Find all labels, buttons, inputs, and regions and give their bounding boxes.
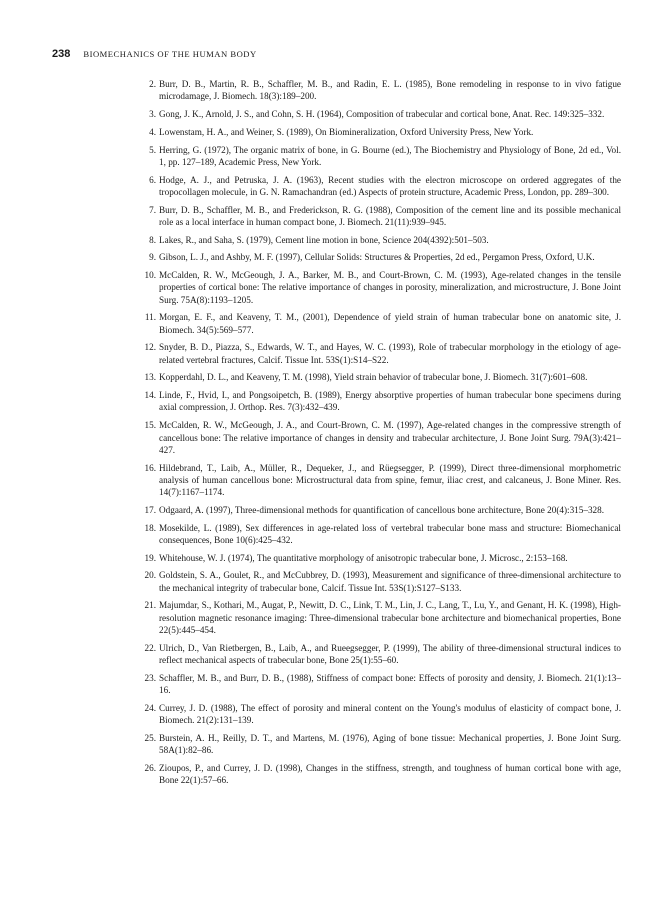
reference-number: 17. [144, 504, 156, 515]
reference-text: Hildebrand, T., Laib, A., Müller, R., Dequeker, J., and Rüegsegger, P. (1999), Direct three-dimensional morphometric analysis of human cancellous bone: Microstructural data from spine, femur, iliac crest, and calcaneus, J. Bone Miner. Res. 14(7):1167–1174. [159, 462, 621, 498]
reference-item [140, 569, 621, 594]
reference-text: McCalden, R. W., McGeough, J. A., and Court-Brown, C. M. (1997), Age-related changes in the compressive strength of cancellous bone: The relative importance of changes in density and trabecular architecture, J. Bone Joint Surg. 79A(3):421–427. [159, 420, 621, 455]
reference-number: 11. [144, 312, 156, 323]
reference-list [140, 78, 621, 792]
reference-text: Linde, F., Hvid, I., and Pongsoipetch, B. (1989), Energy absorptive properties of human trabecular bone specimens during axial compression, J. Orthop. Res. 7(3):432–439. [159, 390, 621, 413]
reference-text: Majumdar, S., Kothari, M., Augat, P., Newitt, D. C., Link, T. M., Lin, J. C., Lang, T., Lu, Y., and Genant, H. K. (1998), High-resolution magnetic resonance imaging: Three-dimensional trabecular bone architecture and biomechanical properties, Bone 22(5):445–454. [159, 600, 621, 635]
reference-number: 25. [144, 732, 156, 743]
reference-text: Gong, J. K., Arnold, J. S., and Cohn, S. H. (1964), Composition of trabecular and cortical bone, Anat. Rec. 149:325–332. [159, 109, 605, 120]
reference-number: 21. [144, 600, 156, 611]
reference-item [140, 462, 621, 499]
reference-text: Kopperdahl, D. L., and Keaveny, T. M. (1998), Yield strain behavior of trabecular bone, J. Biomech. 31(7):601–608. [159, 372, 588, 383]
reference-number: 9. [149, 252, 156, 263]
reference-number: 23. [144, 672, 156, 683]
reference-item [140, 251, 621, 263]
reference-item [140, 126, 621, 138]
reference-text: Burr, D. B., Martin, R. B., Schaffler, M. B., and Radin, E. L. (1985), Bone remodeling in response to in vivo fatigue microdamage, J. Biomech. 18(3):189–200. [159, 79, 621, 102]
reference-number: 22. [144, 642, 156, 653]
reference-item [140, 599, 621, 636]
reference-number: 8. [149, 234, 156, 245]
reference-text: Morgan, E. F., and Keaveny, T. M., (2001), Dependence of yield strain of human trabecular bone on anatomic site, J. Biomech. 34(5):569–577. [159, 312, 621, 335]
reference-item [140, 371, 621, 383]
reference-number: 10. [144, 270, 156, 281]
reference-number: 7. [149, 204, 156, 215]
reference-number: 19. [144, 552, 156, 563]
reference-item [140, 78, 621, 103]
reference-text: Goldstein, S. A., Goulet, R., and McCubbrey, D. (1993), Measurement and significance of three-dimensional architecture to the mechanical integrity of trabecular bone, Calcif. Tissue Int. 53S(1):S127–S133. [159, 570, 621, 593]
reference-text: Currey, J. D. (1988), The effect of porosity and mineral content on the Young's modulus of elasticity of compact bone, J. Biomech. 21(2):131–139. [159, 702, 621, 726]
reference-item [140, 174, 621, 199]
reference-item [140, 144, 621, 169]
reference-item [140, 552, 621, 564]
reference-number: 15. [144, 420, 156, 431]
reference-text: Schaffler, M. B., and Burr, D. B., (1988), Stiffness of compact bone: Effects of porosity and density, J. Biomech. 21(1):13–16. [159, 672, 621, 696]
reference-number: 18. [144, 522, 156, 533]
reference-item [140, 108, 621, 120]
reference-text: Herring, G. (1972), The organic matrix of bone, in G. Bourne (ed.), The Biochemistry and Physiology of Bone, 2d ed., Vol. 1, pp. 127–189, Academic Press, New York. [159, 144, 621, 167]
reference-number: 26. [144, 762, 156, 773]
reference-text: Odgaard, A. (1997), Three-dimensional methods for quantification of cancellous bone architecture, Bone 20(4):315–328. [159, 504, 605, 515]
reference-item [140, 642, 621, 667]
reference-text: Burr, D. B., Schaffler, M. B., and Frederickson, R. G. (1988), Composition of the cement line and its possible mechanical role as a local interface in human compact bone, J. Biomech. 21(11):939–945. [159, 204, 621, 227]
reference-text: Ulrich, D., Van Rietbergen, B., Laib, A., and Rueegsegger, P. (1999), The ability of three-dimensional structural indices to reflect mechanical aspects of trabecular bone, Bone 25(1):55–60. [159, 642, 621, 666]
reference-number: 20. [144, 570, 156, 581]
reference-item [140, 702, 621, 727]
page-number: 238 [52, 48, 71, 60]
reference-text: Whitehouse, W. J. (1974), The quantitative morphology of anisotropic trabecular bone, J. Microsc., 2:153–168. [159, 552, 568, 563]
reference-number: 16. [144, 462, 156, 473]
reference-number: 6. [149, 174, 156, 185]
reference-text: McCalden, R. W., McGeough, J. A., Barker, M. B., and Court-Brown, C. M. (1993), Age-related changes in the tensile properties of cortical bone: The relative importance of changes in porosity, mineralization, and microstructure, J. Bone Joint Surg. 75A(8):1193–1205. [159, 270, 621, 305]
reference-item [140, 341, 621, 366]
reference-text: Burstein, A. H., Reilly, D. T., and Martens, M. (1976), Aging of bone tissue: Mechanical properties, J. Bone Joint Surg. 58A(1):82–86. [159, 732, 621, 756]
reference-item [140, 762, 621, 787]
reference-item [140, 204, 621, 229]
reference-item [140, 311, 621, 336]
reference-item [140, 732, 621, 757]
reference-item [140, 389, 621, 414]
reference-number: 24. [144, 702, 156, 713]
reference-text: Lowenstam, H. A., and Weiner, S. (1989), On Biomineralization, Oxford University Press, New York. [159, 126, 534, 137]
reference-text: Snyder, B. D., Piazza, S., Edwards, W. T., and Hayes, W. C. (1993), Role of trabecular morphology in the etiology of age-related vertebral fractures, Calcif. Tissue Int. 53S(1):S14–S22. [159, 342, 621, 365]
reference-item [140, 504, 621, 516]
reference-number: 4. [149, 126, 156, 137]
reference-text: Mosekilde, L. (1989), Sex differences in age-related loss of vertebral trabecular bone mass and structure: Biomechanical consequences, Bone 10(6):425–432. [159, 522, 621, 545]
reference-number: 14. [144, 390, 156, 401]
reference-text: Hodge, A. J., and Petruska, J. A. (1963), Recent studies with the electron microscope on ordered aggregates of the tropocollagen molecule, in G. N. Ramachandran (ed.) Aspects of protein structure, Academic Press, London, pp. 289–300. [159, 174, 621, 197]
running-head: BIOMECHANICS OF THE HUMAN BODY [83, 49, 257, 59]
reference-item [140, 269, 621, 306]
reference-number: 2. [149, 79, 156, 89]
reference-item [140, 672, 621, 697]
reference-item [140, 522, 621, 547]
reference-text: Gibson, L. J., and Ashby, M. F. (1997), Cellular Solids: Structures & Properties, 2d ed., Pergamon Press, Oxford, U.K. [159, 252, 595, 263]
reference-number: 12. [144, 342, 156, 353]
page-header [52, 48, 622, 62]
reference-item [140, 419, 621, 456]
reference-number: 3. [149, 109, 156, 120]
reference-number: 13. [144, 372, 156, 383]
reference-text: Lakes, R., and Saha, S. (1979), Cement line motion in bone, Science 204(4392):501–503. [159, 234, 489, 245]
reference-text: Zioupos, P., and Currey, J. D. (1998), Changes in the stiffness, strength, and toughness of human cortical bone with age, Bone 22(1):57–66. [159, 762, 621, 786]
reference-item [140, 234, 621, 246]
reference-number: 5. [149, 144, 156, 155]
